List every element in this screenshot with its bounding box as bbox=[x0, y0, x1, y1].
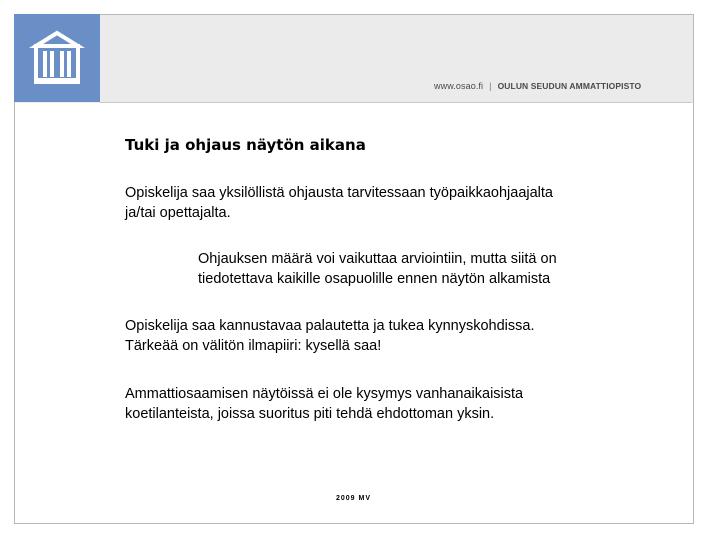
paragraph-line: koetilanteista, joissa suoritus piti tehdä ehdottoman yksin. bbox=[125, 406, 495, 422]
organization-name: OULUN SEUDUN AMMATTIOPISTO bbox=[497, 81, 642, 91]
paragraph-line: Opiskelija saa kannustavaa palautetta ja tukea kynnyskohdissa. bbox=[125, 318, 535, 334]
paragraph-line: Ohjauksen määrä voi vaikuttaa arviointiin, mutta siitä on bbox=[198, 251, 557, 267]
header-divider bbox=[100, 102, 692, 103]
paragraph-line: tiedotettava kaikille osapuolille ennen näytön alkamista bbox=[198, 271, 551, 287]
paragraph-guidance bbox=[125, 183, 553, 223]
paragraph-line: Opiskelija saa yksilöllistä ohjausta tarvitessaan työpaikkaohjaajalta bbox=[125, 185, 553, 201]
paragraph-demonstrations bbox=[125, 384, 523, 424]
brand-line bbox=[434, 81, 641, 91]
building-columns-logo-icon bbox=[14, 14, 100, 102]
brand-separator: | bbox=[489, 81, 492, 91]
paragraph-line: Tärkeää on välitön ilmapiiri: kysellä saa! bbox=[125, 338, 382, 354]
paragraph-line: Ammattiosaamisen näytöissä ei ole kysymys vanhanaikaisista bbox=[125, 386, 524, 402]
logo bbox=[14, 14, 100, 102]
paragraph-feedback bbox=[125, 316, 534, 356]
website-link[interactable]: www.osao.fi bbox=[434, 81, 484, 91]
paragraph-line: ja/tai opettajalta. bbox=[125, 205, 231, 221]
slide-footer: 2009 MV bbox=[336, 495, 372, 502]
slide-title: Tuki ja ohjaus näytön aikana bbox=[125, 136, 366, 154]
paragraph-guidance-amount bbox=[198, 249, 557, 289]
